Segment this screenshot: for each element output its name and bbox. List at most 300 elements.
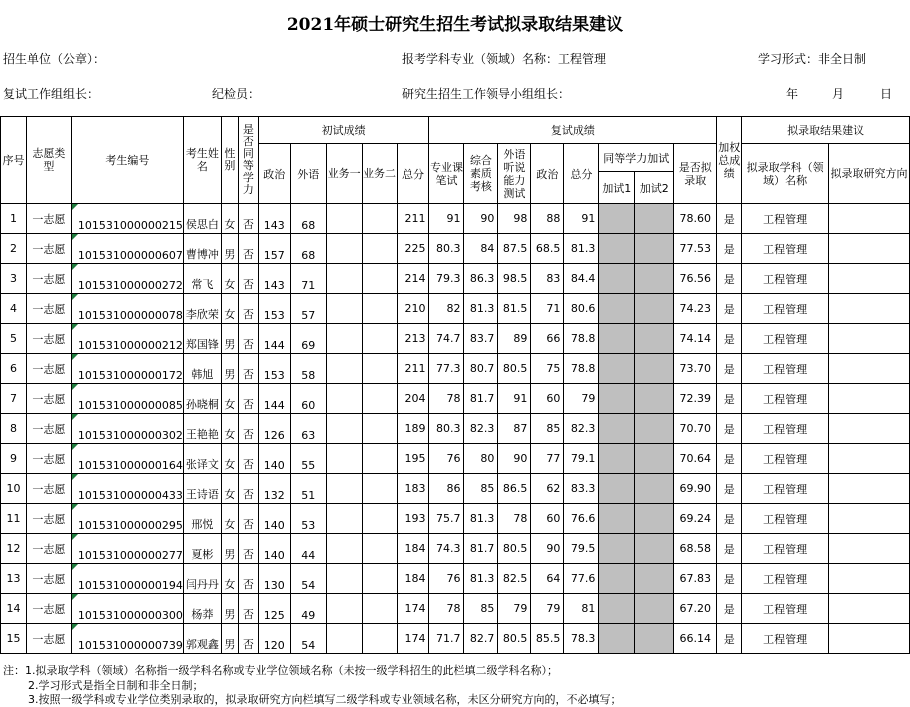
seq-cell: 9 bbox=[1, 444, 27, 474]
volunteer-cell: 一志愿 bbox=[26, 264, 71, 294]
name-cell: 王诗语 bbox=[183, 474, 221, 504]
seq-cell: 10 bbox=[1, 474, 27, 504]
admit-direction-cell bbox=[829, 324, 910, 354]
business-one-cell bbox=[326, 264, 362, 294]
retest-politics-cell: 60 bbox=[531, 504, 564, 534]
comprehensive-cell: 81.3 bbox=[464, 504, 498, 534]
politics-cell: 140 bbox=[258, 444, 290, 474]
extra-two-cell bbox=[635, 624, 674, 654]
table-row bbox=[1, 444, 910, 474]
foreign-cell: 58 bbox=[290, 354, 326, 384]
table-row bbox=[1, 294, 910, 324]
volunteer-cell: 一志愿 bbox=[26, 204, 71, 234]
extra-one-cell bbox=[599, 444, 635, 474]
weighted-total-cell: 74.23 bbox=[674, 294, 717, 324]
candidate-id-cell: 101531000000272 bbox=[71, 264, 183, 294]
equal-cell: 否 bbox=[238, 504, 258, 534]
table-row bbox=[1, 534, 910, 564]
professional-written-cell: 86 bbox=[429, 474, 464, 504]
comprehensive-cell: 81.3 bbox=[464, 564, 498, 594]
extra-two-cell bbox=[635, 564, 674, 594]
retest-total-cell: 78.8 bbox=[564, 354, 599, 384]
candidate-id-cell: 101531000000302 bbox=[71, 414, 183, 444]
initial-total-cell: 204 bbox=[397, 384, 429, 414]
volunteer-cell: 一志愿 bbox=[26, 414, 71, 444]
is-admitted-cell: 是 bbox=[717, 234, 742, 264]
business-one-cell bbox=[326, 624, 362, 654]
extra-one-cell bbox=[599, 414, 635, 444]
comprehensive-cell: 82.7 bbox=[464, 624, 498, 654]
equal-cell: 否 bbox=[238, 204, 258, 234]
is-admitted-cell: 是 bbox=[717, 354, 742, 384]
professional-written-cell: 71.7 bbox=[429, 624, 464, 654]
retest-politics-cell: 68.5 bbox=[531, 234, 564, 264]
candidate-id-cell: 101531000000277 bbox=[71, 534, 183, 564]
admit-direction-cell bbox=[829, 444, 910, 474]
initial-total-cell: 184 bbox=[397, 564, 429, 594]
table-row bbox=[1, 594, 910, 624]
volunteer-cell: 一志愿 bbox=[26, 474, 71, 504]
extra-one-cell bbox=[599, 234, 635, 264]
name-cell: 侯思白 bbox=[183, 204, 221, 234]
retest-politics-cell: 77 bbox=[531, 444, 564, 474]
table-row bbox=[1, 354, 910, 384]
seq-cell: 15 bbox=[1, 624, 27, 654]
extra-two-cell bbox=[635, 234, 674, 264]
candidate-id-cell: 101531000000215 bbox=[71, 204, 183, 234]
listening-cell: 90 bbox=[498, 444, 531, 474]
equal-cell: 否 bbox=[238, 384, 258, 414]
business-one-cell bbox=[326, 294, 362, 324]
retest-total-cell: 78.3 bbox=[564, 624, 599, 654]
extra-two-cell bbox=[635, 324, 674, 354]
is-admitted-cell: 是 bbox=[717, 564, 742, 594]
is-admitted-cell: 是 bbox=[717, 414, 742, 444]
seq-cell: 12 bbox=[1, 534, 27, 564]
retest-total-cell: 79 bbox=[564, 384, 599, 414]
business-one-cell bbox=[326, 534, 362, 564]
header-retest-politics: 政治 bbox=[531, 144, 564, 204]
politics-cell: 144 bbox=[258, 384, 290, 414]
extra-two-cell bbox=[635, 204, 674, 234]
extra-two-cell bbox=[635, 384, 674, 414]
candidate-id-cell: 101531000000295 bbox=[71, 504, 183, 534]
business-one-cell bbox=[326, 444, 362, 474]
business-two-cell bbox=[362, 414, 397, 444]
comprehensive-cell: 85 bbox=[464, 594, 498, 624]
retest-politics-cell: 85.5 bbox=[531, 624, 564, 654]
professional-written-cell: 80.3 bbox=[429, 234, 464, 264]
initial-total-cell: 184 bbox=[397, 534, 429, 564]
header-initial-scores: 初试成绩 bbox=[258, 117, 429, 144]
initial-total-cell: 183 bbox=[397, 474, 429, 504]
extra-one-cell bbox=[599, 324, 635, 354]
listening-cell: 87.5 bbox=[498, 234, 531, 264]
volunteer-cell: 一志愿 bbox=[26, 324, 71, 354]
business-two-cell bbox=[362, 264, 397, 294]
retest-total-cell: 82.3 bbox=[564, 414, 599, 444]
is-admitted-cell: 是 bbox=[717, 624, 742, 654]
business-one-cell bbox=[326, 204, 362, 234]
equal-cell: 否 bbox=[238, 264, 258, 294]
name-cell: 李欣荣 bbox=[183, 294, 221, 324]
listening-cell: 98.5 bbox=[498, 264, 531, 294]
admit-direction-cell bbox=[829, 474, 910, 504]
weighted-total-cell: 70.64 bbox=[674, 444, 717, 474]
comprehensive-cell: 81.7 bbox=[464, 534, 498, 564]
extra-two-cell bbox=[635, 444, 674, 474]
business-one-cell bbox=[326, 474, 362, 504]
name-cell: 曹博冲 bbox=[183, 234, 221, 264]
weighted-total-cell: 67.20 bbox=[674, 594, 717, 624]
retest-total-cell: 81 bbox=[564, 594, 599, 624]
volunteer-cell: 一志愿 bbox=[26, 624, 71, 654]
weighted-total-cell: 67.83 bbox=[674, 564, 717, 594]
note-line-2: 2.学习形式是指全日制和非全日制； bbox=[28, 679, 204, 692]
retest-total-cell: 83.3 bbox=[564, 474, 599, 504]
extra-one-cell bbox=[599, 474, 635, 504]
admit-direction-cell bbox=[829, 504, 910, 534]
name-cell: 邢悦 bbox=[183, 504, 221, 534]
gender-cell: 男 bbox=[221, 234, 238, 264]
equal-cell: 否 bbox=[238, 594, 258, 624]
professional-written-cell: 91 bbox=[429, 204, 464, 234]
admit-direction-cell bbox=[829, 564, 910, 594]
politics-cell: 153 bbox=[258, 354, 290, 384]
seq-cell: 14 bbox=[1, 594, 27, 624]
header-comprehensive: 综合素质考核 bbox=[464, 144, 498, 204]
weighted-total-cell: 68.58 bbox=[674, 534, 717, 564]
volunteer-cell: 一志愿 bbox=[26, 534, 71, 564]
admit-direction-cell bbox=[829, 534, 910, 564]
comprehensive-cell: 83.7 bbox=[464, 324, 498, 354]
politics-cell: 157 bbox=[258, 234, 290, 264]
professional-written-cell: 76 bbox=[429, 564, 464, 594]
listening-cell: 87 bbox=[498, 414, 531, 444]
name-cell: 张译文 bbox=[183, 444, 221, 474]
politics-cell: 120 bbox=[258, 624, 290, 654]
table-row bbox=[1, 504, 910, 534]
gender-cell: 男 bbox=[221, 624, 238, 654]
business-two-cell bbox=[362, 474, 397, 504]
is-admitted-cell: 是 bbox=[717, 534, 742, 564]
listening-cell: 79 bbox=[498, 594, 531, 624]
volunteer-cell: 一志愿 bbox=[26, 444, 71, 474]
equal-cell: 否 bbox=[238, 624, 258, 654]
extra-one-cell bbox=[599, 564, 635, 594]
seq-cell: 6 bbox=[1, 354, 27, 384]
listening-cell: 80.5 bbox=[498, 534, 531, 564]
retest-politics-cell: 85 bbox=[531, 414, 564, 444]
politics-cell: 140 bbox=[258, 504, 290, 534]
business-two-cell bbox=[362, 594, 397, 624]
extra-two-cell bbox=[635, 354, 674, 384]
header-admission-group: 拟录取结果建议 bbox=[742, 117, 910, 144]
comprehensive-cell: 86.3 bbox=[464, 264, 498, 294]
extra-one-cell bbox=[599, 354, 635, 384]
gender-cell: 女 bbox=[221, 384, 238, 414]
gender-cell: 女 bbox=[221, 204, 238, 234]
retest-politics-cell: 62 bbox=[531, 474, 564, 504]
name-cell: 韩旭 bbox=[183, 354, 221, 384]
equal-cell: 否 bbox=[238, 444, 258, 474]
foreign-cell: 57 bbox=[290, 294, 326, 324]
initial-total-cell: 189 bbox=[397, 414, 429, 444]
header-extra-two: 加试2 bbox=[635, 172, 674, 204]
admit-direction-cell bbox=[829, 234, 910, 264]
business-two-cell bbox=[362, 624, 397, 654]
extra-one-cell bbox=[599, 384, 635, 414]
listening-cell: 80.5 bbox=[498, 624, 531, 654]
listening-cell: 86.5 bbox=[498, 474, 531, 504]
seq-cell: 13 bbox=[1, 564, 27, 594]
candidate-id-cell: 101531000000085 bbox=[71, 384, 183, 414]
candidate-id-cell: 101531000000433 bbox=[71, 474, 183, 504]
business-two-cell bbox=[362, 534, 397, 564]
seq-cell: 4 bbox=[1, 294, 27, 324]
table-row bbox=[1, 624, 910, 654]
foreign-cell: 69 bbox=[290, 324, 326, 354]
seq-cell: 7 bbox=[1, 384, 27, 414]
is-admitted-cell: 是 bbox=[717, 444, 742, 474]
candidate-id-cell: 101531000000739 bbox=[71, 624, 183, 654]
name-cell: 孙晓桐 bbox=[183, 384, 221, 414]
name-cell: 闫丹丹 bbox=[183, 564, 221, 594]
gender-cell: 男 bbox=[221, 534, 238, 564]
extra-one-cell bbox=[599, 264, 635, 294]
admit-direction-cell bbox=[829, 624, 910, 654]
admit-major-cell: 工程管理 bbox=[742, 264, 829, 294]
business-one-cell bbox=[326, 324, 362, 354]
extra-one-cell bbox=[599, 504, 635, 534]
politics-cell: 132 bbox=[258, 474, 290, 504]
retest-politics-cell: 90 bbox=[531, 534, 564, 564]
listening-cell: 81.5 bbox=[498, 294, 531, 324]
table-row bbox=[1, 324, 910, 354]
business-two-cell bbox=[362, 504, 397, 534]
name-cell: 郭观鑫 bbox=[183, 624, 221, 654]
is-admitted-cell: 是 bbox=[717, 504, 742, 534]
admit-direction-cell bbox=[829, 594, 910, 624]
foreign-cell: 68 bbox=[290, 234, 326, 264]
initial-total-cell: 214 bbox=[397, 264, 429, 294]
admit-major-cell: 工程管理 bbox=[742, 594, 829, 624]
retest-politics-cell: 83 bbox=[531, 264, 564, 294]
professional-written-cell: 79.3 bbox=[429, 264, 464, 294]
note-line-1: 注：1.拟录取学科（领域）名称指一级学科名称或专业学位领域名称（未按一级学科招生的此栏填二级学科名称）； bbox=[3, 664, 558, 677]
foreign-cell: 54 bbox=[290, 624, 326, 654]
equal-cell: 否 bbox=[238, 534, 258, 564]
politics-cell: 125 bbox=[258, 594, 290, 624]
gender-cell: 女 bbox=[221, 474, 238, 504]
business-one-cell bbox=[326, 594, 362, 624]
header-admit-direction: 拟录取研究方向 bbox=[829, 144, 910, 204]
extra-one-cell bbox=[599, 294, 635, 324]
extra-two-cell bbox=[635, 264, 674, 294]
initial-total-cell: 225 bbox=[397, 234, 429, 264]
is-admitted-cell: 是 bbox=[717, 594, 742, 624]
extra-two-cell bbox=[635, 414, 674, 444]
candidate-id-cell: 101531000000172 bbox=[71, 354, 183, 384]
business-two-cell bbox=[362, 204, 397, 234]
header-retest-scores: 复试成绩 bbox=[429, 117, 717, 144]
retest-politics-cell: 64 bbox=[531, 564, 564, 594]
admission-unit-label: 招生单位（公章）： bbox=[3, 52, 106, 66]
table-row bbox=[1, 474, 910, 504]
is-admitted-cell: 是 bbox=[717, 384, 742, 414]
equal-cell: 否 bbox=[238, 294, 258, 324]
volunteer-cell: 一志愿 bbox=[26, 564, 71, 594]
comprehensive-cell: 85 bbox=[464, 474, 498, 504]
study-form-label: 学习形式：非全日制 bbox=[758, 52, 867, 66]
business-two-cell bbox=[362, 564, 397, 594]
retest-total-cell: 79.1 bbox=[564, 444, 599, 474]
politics-cell: 143 bbox=[258, 204, 290, 234]
name-cell: 常飞 bbox=[183, 264, 221, 294]
foreign-cell: 71 bbox=[290, 264, 326, 294]
professional-written-cell: 76 bbox=[429, 444, 464, 474]
is-admitted-cell: 是 bbox=[717, 294, 742, 324]
politics-cell: 153 bbox=[258, 294, 290, 324]
comprehensive-cell: 82.3 bbox=[464, 414, 498, 444]
professional-written-cell: 75.7 bbox=[429, 504, 464, 534]
listening-cell: 91 bbox=[498, 384, 531, 414]
business-one-cell bbox=[326, 234, 362, 264]
admit-direction-cell bbox=[829, 264, 910, 294]
header-professional-written: 专业课笔试 bbox=[429, 144, 464, 204]
politics-cell: 130 bbox=[258, 564, 290, 594]
admit-major-cell: 工程管理 bbox=[742, 294, 829, 324]
date-day-label: 日 bbox=[880, 87, 893, 101]
volunteer-cell: 一志愿 bbox=[26, 504, 71, 534]
header-listening-speaking: 外语听说能力测试 bbox=[498, 144, 531, 204]
professional-written-cell: 74.3 bbox=[429, 534, 464, 564]
header-business-two: 业务二 bbox=[362, 144, 397, 204]
header-retest-total: 总分 bbox=[564, 144, 599, 204]
admit-major-cell: 工程管理 bbox=[742, 504, 829, 534]
admission-table bbox=[0, 116, 910, 654]
retest-total-cell: 77.6 bbox=[564, 564, 599, 594]
politics-cell: 126 bbox=[258, 414, 290, 444]
professional-written-cell: 74.7 bbox=[429, 324, 464, 354]
foreign-cell: 44 bbox=[290, 534, 326, 564]
business-one-cell bbox=[326, 414, 362, 444]
weighted-total-cell: 69.90 bbox=[674, 474, 717, 504]
equal-cell: 否 bbox=[238, 354, 258, 384]
equal-cell: 否 bbox=[238, 564, 258, 594]
comprehensive-cell: 84 bbox=[464, 234, 498, 264]
seq-cell: 5 bbox=[1, 324, 27, 354]
name-cell: 王艳艳 bbox=[183, 414, 221, 444]
listening-cell: 78 bbox=[498, 504, 531, 534]
is-admitted-cell: 是 bbox=[717, 324, 742, 354]
extra-one-cell bbox=[599, 624, 635, 654]
extra-one-cell bbox=[599, 594, 635, 624]
lead-group-label: 研究生招生工作领导小组组长： bbox=[402, 87, 571, 101]
business-one-cell bbox=[326, 384, 362, 414]
header-candidate-name: 考生姓名 bbox=[183, 117, 221, 204]
comprehensive-cell: 80 bbox=[464, 444, 498, 474]
gender-cell: 女 bbox=[221, 264, 238, 294]
initial-total-cell: 211 bbox=[397, 204, 429, 234]
politics-cell: 144 bbox=[258, 324, 290, 354]
retest-total-cell: 81.3 bbox=[564, 234, 599, 264]
initial-total-cell: 213 bbox=[397, 324, 429, 354]
weighted-total-cell: 73.70 bbox=[674, 354, 717, 384]
foreign-cell: 49 bbox=[290, 594, 326, 624]
weighted-total-cell: 70.70 bbox=[674, 414, 717, 444]
gender-cell: 男 bbox=[221, 324, 238, 354]
business-one-cell bbox=[326, 564, 362, 594]
initial-total-cell: 211 bbox=[397, 354, 429, 384]
admit-major-cell: 工程管理 bbox=[742, 384, 829, 414]
table-row bbox=[1, 204, 910, 234]
header-candidate-id: 考生编号 bbox=[71, 117, 183, 204]
retest-total-cell: 79.5 bbox=[564, 534, 599, 564]
weighted-total-cell: 78.60 bbox=[674, 204, 717, 234]
extra-two-cell bbox=[635, 294, 674, 324]
retest-total-cell: 84.4 bbox=[564, 264, 599, 294]
extra-two-cell bbox=[635, 534, 674, 564]
listening-cell: 80.5 bbox=[498, 354, 531, 384]
name-cell: 杨莽 bbox=[183, 594, 221, 624]
date-year-label: 年 bbox=[786, 87, 799, 101]
header-volunteer-type: 志愿类型 bbox=[26, 117, 71, 204]
name-cell: 夏彬 bbox=[183, 534, 221, 564]
business-two-cell bbox=[362, 384, 397, 414]
admit-direction-cell bbox=[829, 354, 910, 384]
weighted-total-cell: 72.39 bbox=[674, 384, 717, 414]
table-row bbox=[1, 234, 910, 264]
listening-cell: 82.5 bbox=[498, 564, 531, 594]
seq-cell: 2 bbox=[1, 234, 27, 264]
candidate-id-cell: 101531000000607 bbox=[71, 234, 183, 264]
admit-major-cell: 工程管理 bbox=[742, 204, 829, 234]
retest-total-cell: 91 bbox=[564, 204, 599, 234]
admit-major-cell: 工程管理 bbox=[742, 234, 829, 264]
politics-cell: 140 bbox=[258, 534, 290, 564]
comprehensive-cell: 80.7 bbox=[464, 354, 498, 384]
admit-major-cell: 工程管理 bbox=[742, 474, 829, 504]
business-two-cell bbox=[362, 354, 397, 384]
admit-direction-cell bbox=[829, 384, 910, 414]
header-business-one: 业务一 bbox=[326, 144, 362, 204]
professional-written-cell: 78 bbox=[429, 384, 464, 414]
comprehensive-cell: 90 bbox=[464, 204, 498, 234]
candidate-id-cell: 101531000000212 bbox=[71, 324, 183, 354]
major-label: 报考学科专业（领域）名称：工程管理 bbox=[402, 52, 607, 66]
initial-total-cell: 210 bbox=[397, 294, 429, 324]
initial-total-cell: 195 bbox=[397, 444, 429, 474]
business-two-cell bbox=[362, 444, 397, 474]
retest-total-cell: 78.8 bbox=[564, 324, 599, 354]
date-month-label: 月 bbox=[832, 87, 845, 101]
admit-major-cell: 工程管理 bbox=[742, 324, 829, 354]
volunteer-cell: 一志愿 bbox=[26, 294, 71, 324]
retest-total-cell: 80.6 bbox=[564, 294, 599, 324]
admit-direction-cell bbox=[829, 204, 910, 234]
extra-one-cell bbox=[599, 534, 635, 564]
header-is-admitted: 是否拟录取 bbox=[674, 144, 717, 204]
admit-direction-cell bbox=[829, 294, 910, 324]
initial-total-cell: 174 bbox=[397, 624, 429, 654]
seq-cell: 1 bbox=[1, 204, 27, 234]
table-row bbox=[1, 384, 910, 414]
header-equal-education: 是否同等学力 bbox=[238, 117, 258, 204]
header-gender: 性别 bbox=[221, 117, 238, 204]
retest-politics-cell: 88 bbox=[531, 204, 564, 234]
header-admit-major: 拟录取学科（领域）名称 bbox=[742, 144, 829, 204]
